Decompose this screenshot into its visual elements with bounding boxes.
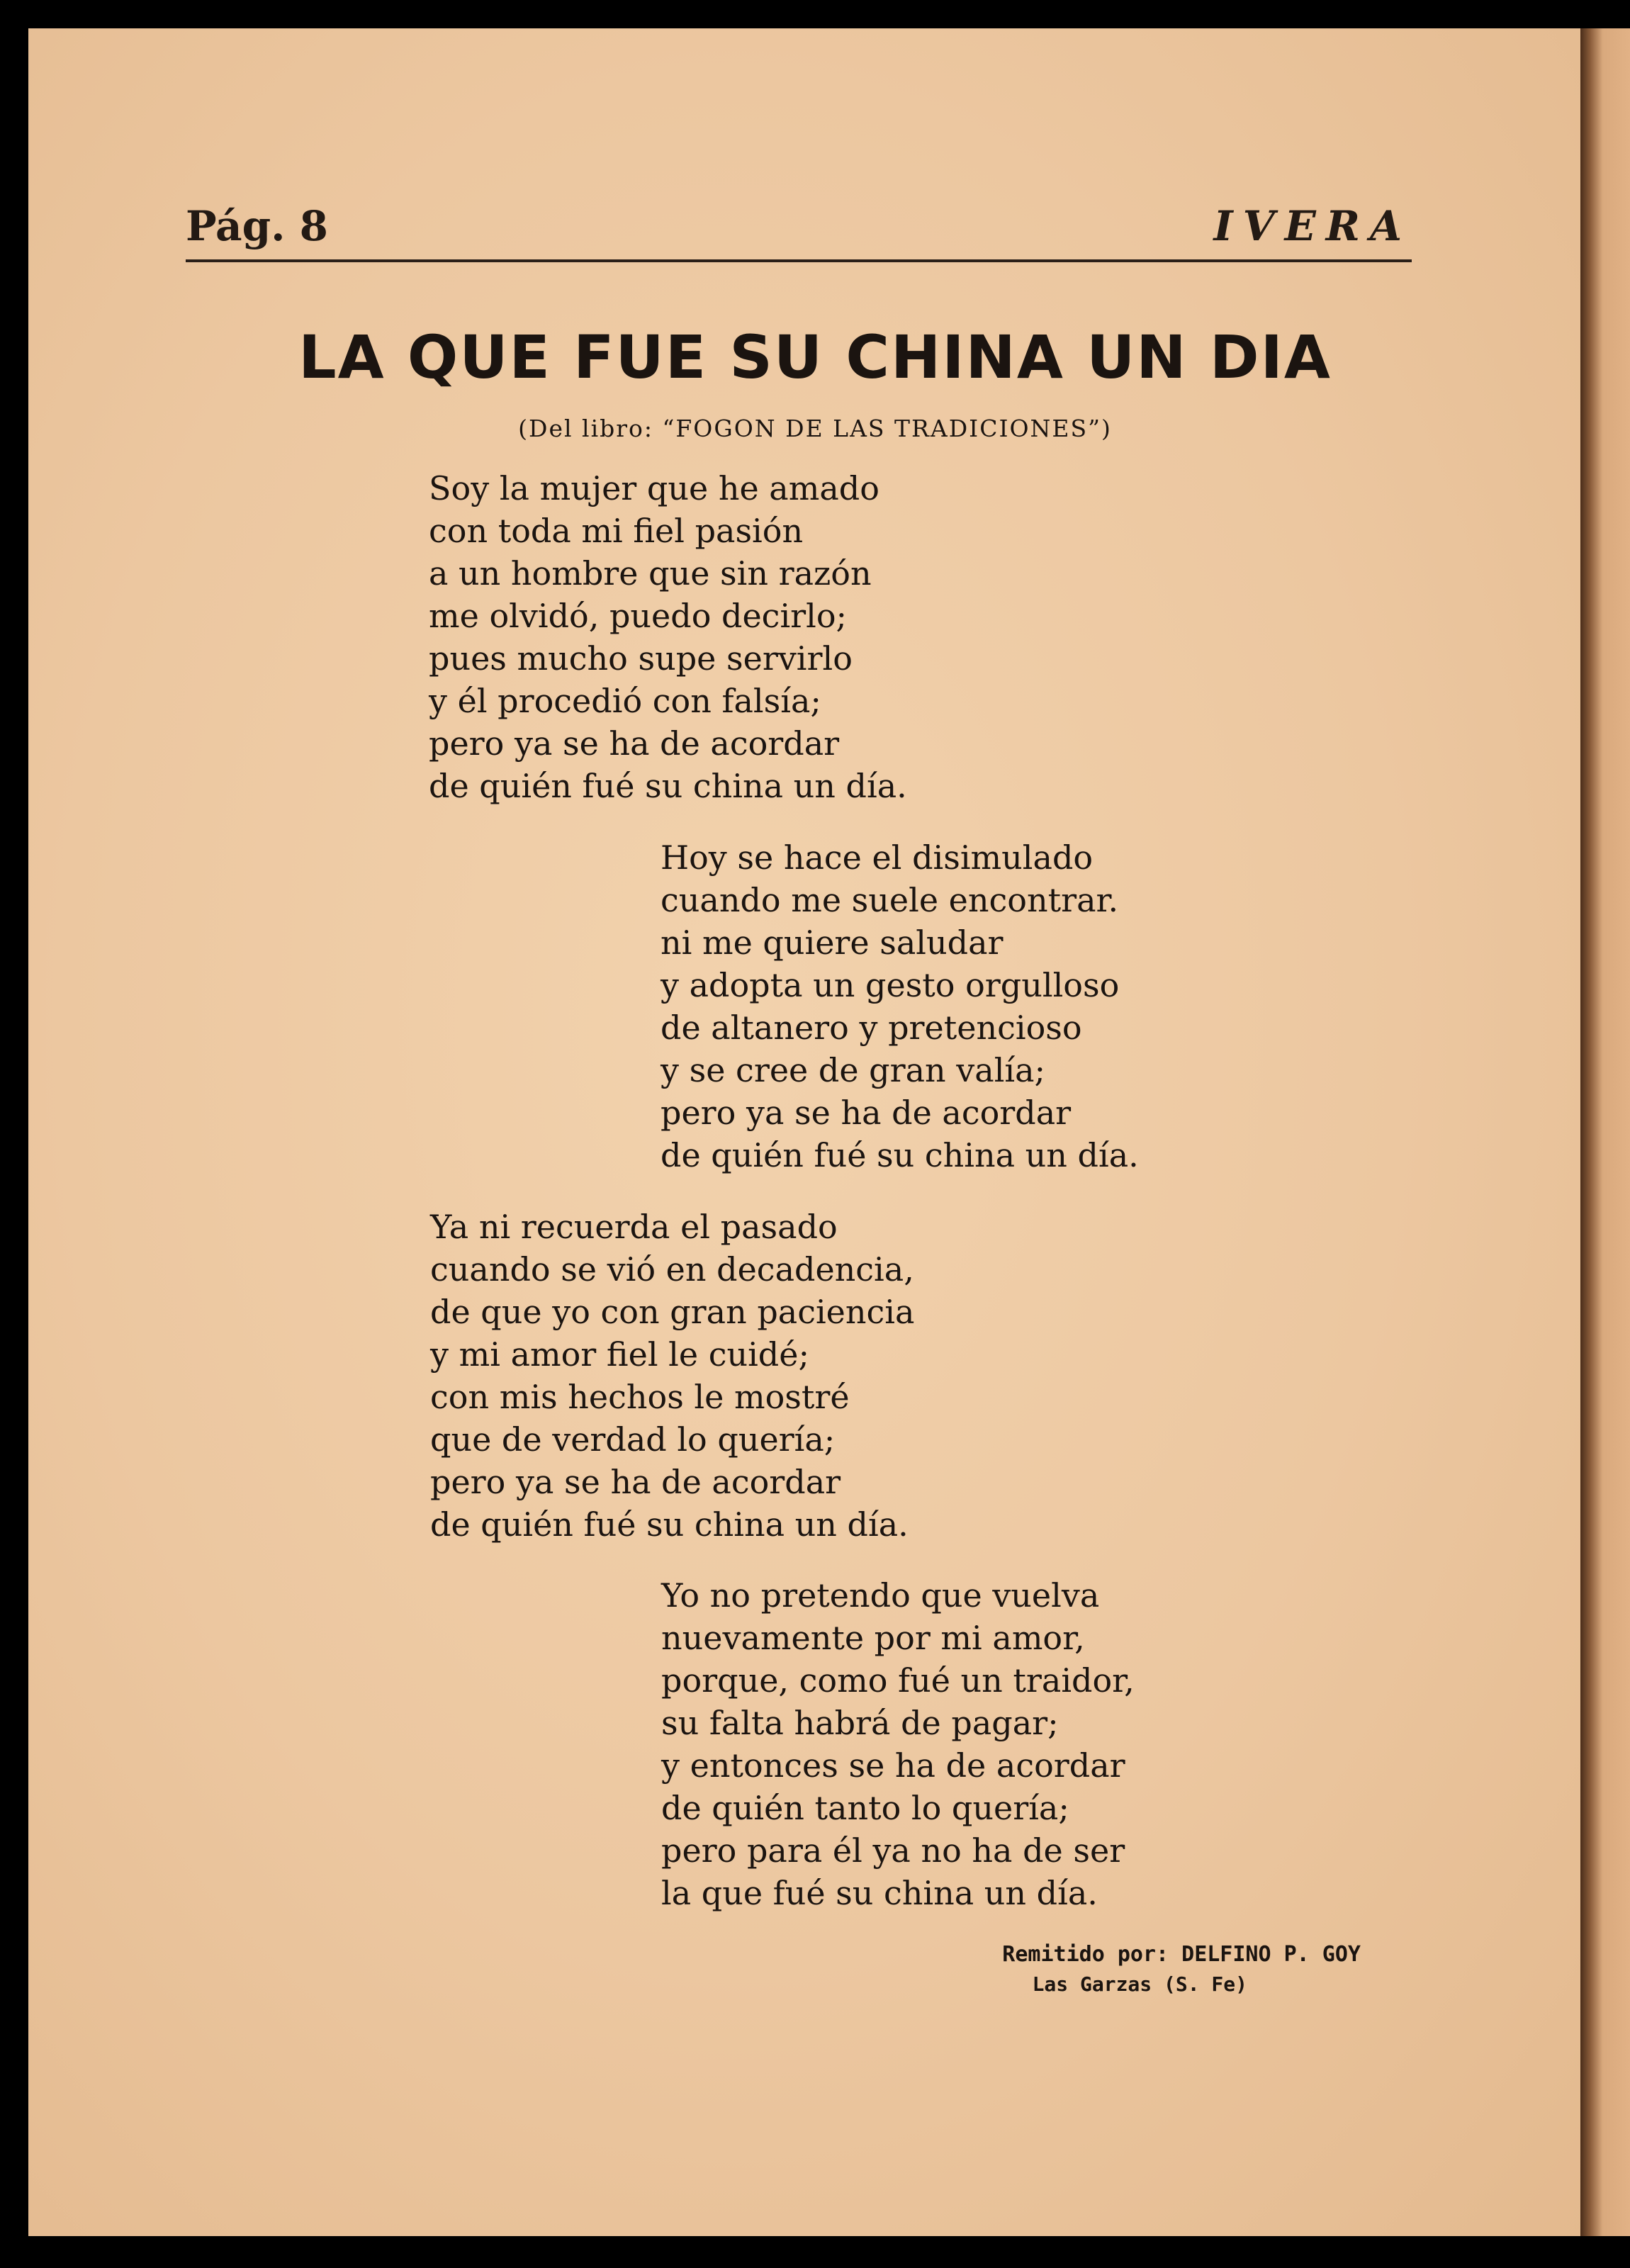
verse-line: y él procedió con falsía;: [429, 682, 821, 720]
stanza-3: [430, 1206, 914, 1546]
poem-source: (Del libro: “FOGON DE LAS TRADICIONES”): [518, 415, 1112, 442]
verse-line: y mi amor fiel le cuidé;: [430, 1335, 809, 1374]
verse-line: cuando se vió en decadencia,: [430, 1250, 914, 1289]
verse-line: pues mucho supe servirlo: [429, 639, 853, 678]
verse-line: Hoy se hace el disimulado: [661, 838, 1094, 877]
verse-line: de altanero y pretencioso: [661, 1009, 1082, 1047]
verse-line: Yo no pretendo que vuelva: [661, 1576, 1100, 1615]
verse-line: y se cree de gran valía;: [661, 1051, 1046, 1089]
verse-line: ni me quiere saludar: [661, 924, 1004, 962]
verse-line: de quién fué su china un día.: [661, 1136, 1139, 1174]
verse-line: con toda mi fiel pasión: [429, 512, 804, 550]
submitter-location: Las Garzas (S. Fe): [1032, 1972, 1247, 1996]
verse-line: pero ya se ha de acordar: [430, 1463, 841, 1501]
verse-line: nuevamente por mi amor,: [661, 1619, 1085, 1657]
verse-line: a un hombre que sin razón: [429, 554, 872, 593]
stanza-2: [661, 836, 1139, 1177]
stanza-4: [661, 1574, 1135, 1914]
submitted-by: Remitido por: DELFINO P. GOY: [1002, 1942, 1361, 1967]
verse-line: pero ya se ha de acordar: [429, 724, 840, 763]
journal-name: IVERA: [1213, 202, 1412, 250]
verse-line: de que yo con gran paciencia: [430, 1293, 915, 1331]
verse-line: la que fué su china un día.: [661, 1874, 1098, 1912]
verse-line: y adopta un gesto orgulloso: [661, 966, 1120, 1004]
verse-line: de quién tanto lo quería;: [661, 1789, 1069, 1827]
verse-line: pero ya se ha de acordar: [661, 1094, 1072, 1132]
verse-line: con mis hechos le mostré: [430, 1378, 850, 1416]
verse-line: y entonces se ha de acordar: [661, 1746, 1125, 1785]
verse-line: de quién fué su china un día.: [430, 1505, 909, 1544]
verse-line: de quién fué su china un día.: [429, 767, 907, 805]
page-number: Pág. 8: [186, 202, 328, 250]
page-header: [186, 202, 1412, 266]
stanza-1: [429, 467, 907, 807]
verse-line: su falta habrá de pagar;: [661, 1704, 1059, 1742]
verse-line: me olvidó, puedo decirlo;: [429, 597, 848, 635]
verse-line: que de verdad lo quería;: [430, 1420, 836, 1459]
header-rule: [186, 259, 1412, 262]
poem-title: LA QUE FUE SU CHINA UN DIA: [298, 322, 1332, 392]
verse-line: porque, como fué un traidor,: [661, 1661, 1135, 1700]
verse-line: Soy la mujer que he amado: [429, 469, 879, 507]
verse-line: Ya ni recuerda el pasado: [430, 1208, 838, 1246]
verse-line: cuando me suele encontrar.: [661, 881, 1119, 919]
verse-line: pero para él ya no ha de ser: [661, 1831, 1125, 1870]
